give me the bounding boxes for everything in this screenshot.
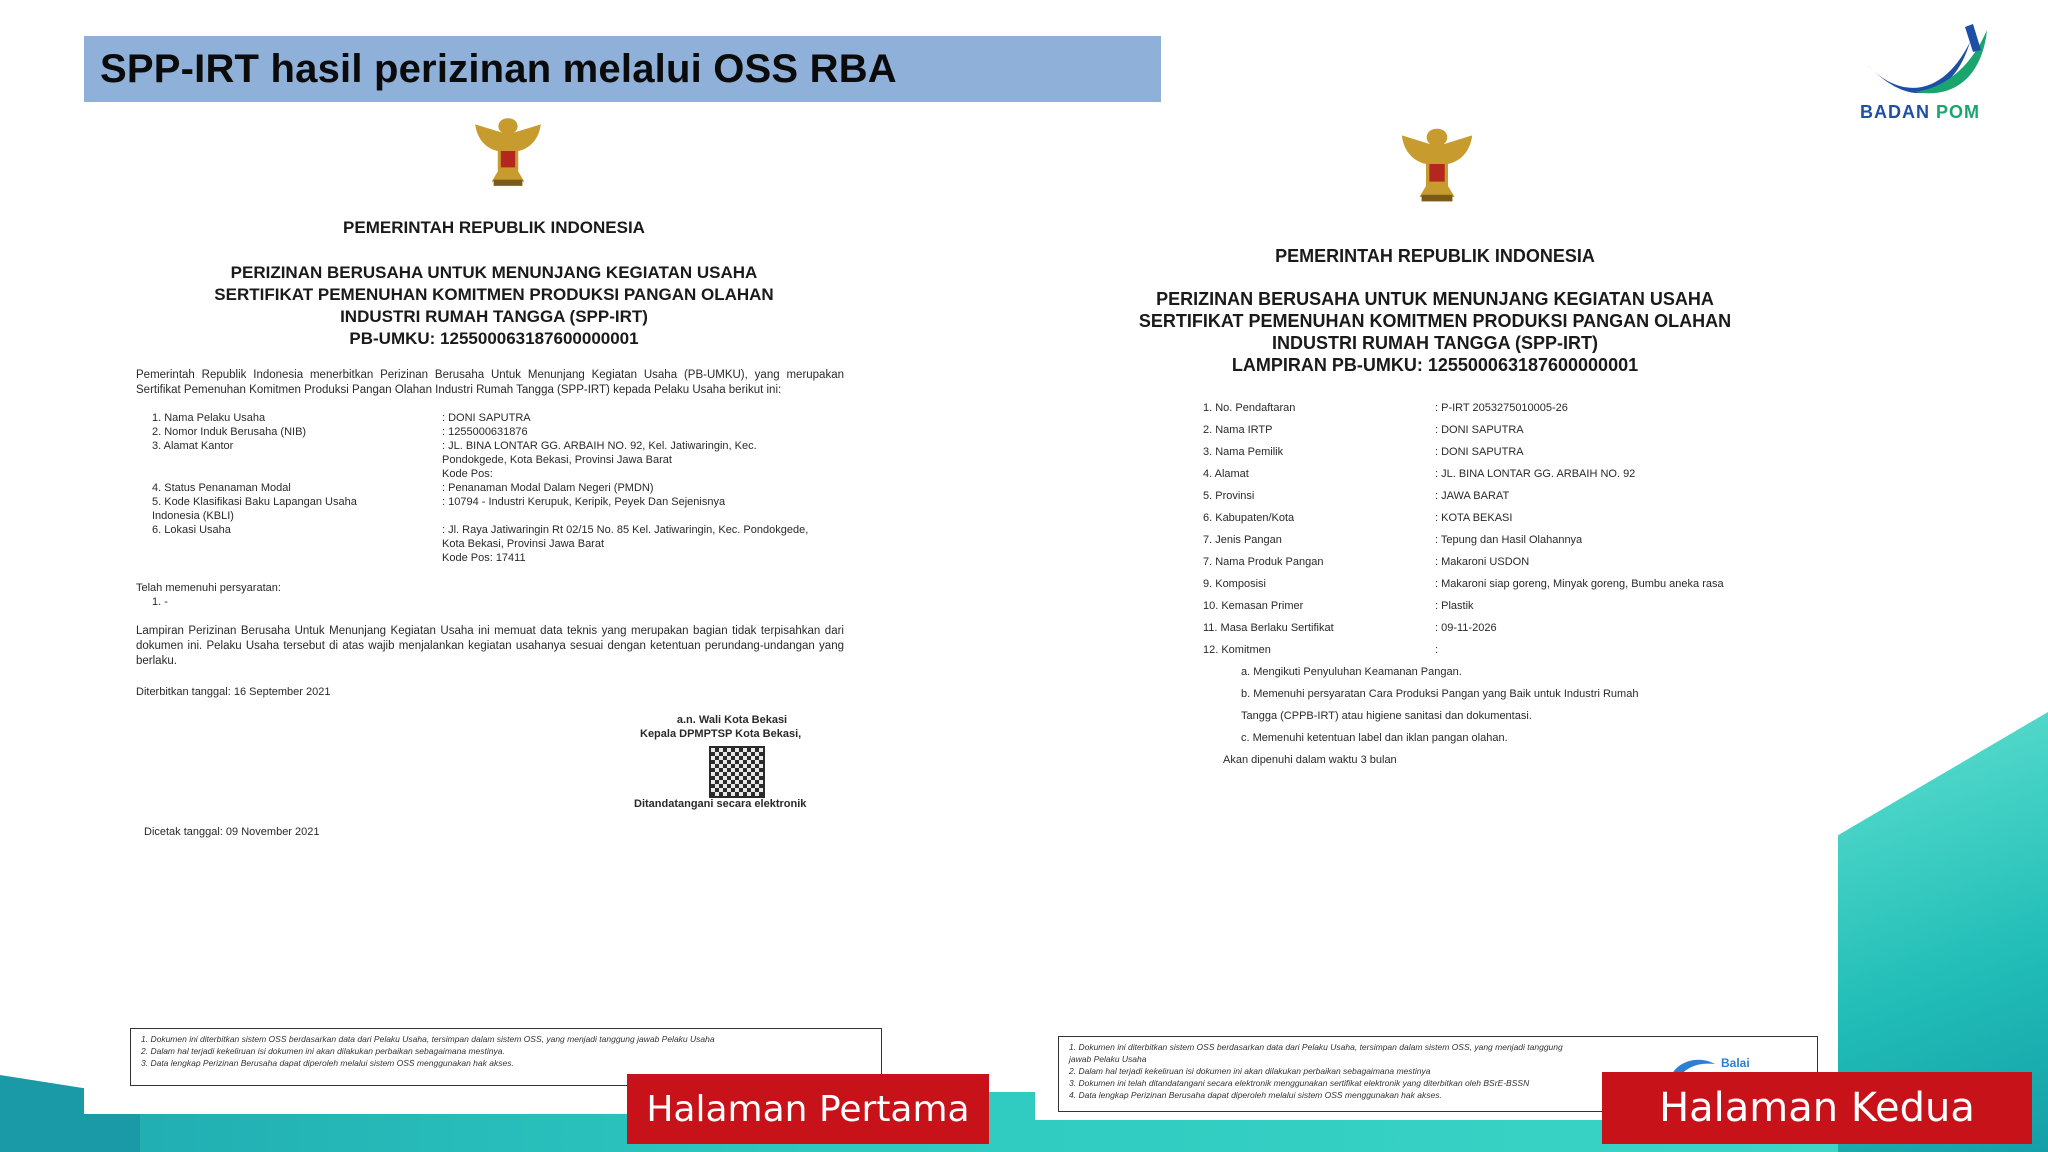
oss-notice-box: 1. Dokumen ini diterbitkan sistem OSS berdasarkan data dari Pelaku Usaha, tersimpan dalam sistem OSS, yang menjadi tanggung jawab Pelaku Usaha 2. Dalam hal terjadi kekeliruan isi dokumen ini akan dilakukan perbaikan sebagaimana mestinya. 3. Data lengkap Perizinan Berusaha dapat diperoleh melalui sistem OSS menggunakan hak akses. xyxy=(130,1028,882,1086)
oss-notice-box: 1. Dokumen ini diterbitkan sistem OSS berdasarkan data dari Pelaku Usaha, tersimpan dalam sistem OSS, yang menjadi tanggung jawab Pelaku Usaha 2. Dalam hal terjadi kekeliruan isi dokumen ini akan dilakukan perbaikan sebagaimana mestinya 3. Dokumen ini telah ditandatangani secara elektronik menggunakan sertifikat elektronik yang diterbitkan oleh BSrE-BSSN 4. Data lengkap Perizinan Berusaha dapat diperoleh melalui sistem OSS menggunakan hak akses. xyxy=(1058,1036,1818,1112)
field-value: : JL. BINA LONTAR GG. ARBAIH NO. 92, Kel. Jatiwaringin, Kec. xyxy=(442,440,757,452)
field-value: : Tepung dan Hasil Olahannya xyxy=(1435,534,1583,546)
field-value: : Jl. Raya Jatiwaringin Rt 02/15 No. 85 Kel. Jatiwaringin, Kec. Pondokgede, xyxy=(442,524,809,536)
field-label: 1. No. Pendaftaran xyxy=(1203,402,1296,414)
field-label: 9. Komposisi xyxy=(1203,578,1266,590)
field-value: : 09-11-2026 xyxy=(1435,622,1497,634)
field-label: 11. Masa Berlaku Sertifikat xyxy=(1203,622,1334,634)
field-label: 7. Jenis Pangan xyxy=(1203,534,1282,546)
field-value: Pondokgede, Kota Bekasi, Provinsi Jawa Barat xyxy=(442,454,672,466)
field-value: : 10794 - Industri Kerupuk, Keripik, Peyek Dan Sejenisnya xyxy=(442,496,726,508)
field-value: : DONI SAPUTRA xyxy=(1435,446,1524,458)
label-first-page: Halaman Pertama xyxy=(627,1074,989,1144)
field-value: : Plastik xyxy=(1435,600,1474,612)
field-label: 4. Alamat xyxy=(1203,468,1249,480)
slide-title: SPP-IRT hasil perizinan melalui OSS RBA xyxy=(100,46,897,91)
document-page-second xyxy=(1035,110,1835,1120)
field-label: 2. Nama IRTP xyxy=(1203,424,1273,436)
garuda-emblem-icon xyxy=(1391,120,1483,208)
signature-note: Ditandatangani secara elektronik xyxy=(634,798,807,810)
field-value: : Penanaman Modal Dalam Negeri (PMDN) xyxy=(442,482,654,494)
bsre-logo-text: Balai xyxy=(1721,1056,1750,1070)
commitment-deadline: Akan dipenuhi dalam waktu 3 bulan xyxy=(1223,754,1397,766)
commitment-item: Tangga (CPPB-IRT) atau higiene sanitasi dan dokumentasi. xyxy=(1241,710,1532,722)
signer-office: Kepala DPMPTSP Kota Bekasi, xyxy=(640,728,802,740)
requirements-item: 1. - xyxy=(152,596,168,608)
document-page-first xyxy=(84,104,904,1114)
requirements-heading: Telah memenuhi persyaratan: xyxy=(136,582,281,594)
field-value: : JAWA BARAT xyxy=(1435,490,1510,502)
garuda-emblem-icon xyxy=(467,110,549,192)
field-value: : Makaroni USDON xyxy=(1435,556,1530,568)
closing-paragraph: Lampiran Perizinan Berusaha Untuk Menunjang Kegiatan Usaha ini memuat data teknis yang merupakan bagian tidak terpisahkan dari dokumen ini. Pelaku Usaha tersebut di atas wajib menjalankan kegiatan usahanya sesuai dengan ketentuan perundang-undangan yang berlaku. xyxy=(136,625,844,667)
field-label: 12. Komitmen xyxy=(1203,644,1271,656)
field-value: : DONI SAPUTRA xyxy=(1435,424,1524,436)
field-label: 6. Lokasi Usaha xyxy=(152,524,231,536)
field-label: 1. Nama Pelaku Usaha xyxy=(152,412,266,424)
commitment-item: a. Mengikuti Penyuluhan Keamanan Pangan. xyxy=(1241,666,1462,678)
intro-paragraph: Pemerintah Republik Indonesia menerbitkan Perizinan Berusaha Untuk Menunjang Kegiatan Usaha (PB-UMKU), yang merupakan Sertifikat Pemenuhan Komitmen Produksi Pangan Olahan Industri Rumah Tangga (SPP-IRT) kepada Pelaku Usaha berikut ini: xyxy=(136,369,844,396)
field-value: : 1255000631876 xyxy=(442,426,528,438)
field-value: : P-IRT 2053275010005-26 xyxy=(1435,402,1568,414)
field-label: 3. Alamat Kantor xyxy=(152,440,234,452)
field-value: : JL. BINA LONTAR GG. ARBAIH NO. 92 xyxy=(1435,468,1636,480)
field-label: 5. Kode Klasifikasi Baku Lapangan Usaha xyxy=(152,496,357,508)
field-value: : KOTA BEKASI xyxy=(1435,512,1513,524)
field-label: 7. Nama Produk Pangan xyxy=(1203,556,1324,568)
field-label: 4. Status Penanaman Modal xyxy=(152,482,291,494)
field-value: : Makaroni siap goreng, Minyak goreng, Bumbu aneka rasa xyxy=(1435,578,1724,590)
field-value: Kode Pos: 17411 xyxy=(442,552,526,564)
field-label: 3. Nama Pemilik xyxy=(1203,446,1284,458)
signer-title: a.n. Wali Kota Bekasi xyxy=(676,714,788,726)
badan-pom-logo-text: BADAN POM xyxy=(1860,102,1981,122)
field-value: Kota Bekasi, Provinsi Jawa Barat xyxy=(442,538,605,550)
commitment-item: c. Memenuhi ketentuan label dan iklan pangan olahan. xyxy=(1241,732,1508,744)
field-label: 2. Nomor Induk Berusaha (NIB) xyxy=(152,426,307,438)
field-label: Indonesia (KBLI) xyxy=(152,510,234,522)
commitment-item: b. Memenuhi persyaratan Cara Produksi Pangan yang Baik untuk Industri Rumah xyxy=(1241,688,1639,700)
field-value: : DONI SAPUTRA xyxy=(442,412,531,424)
qr-code-icon xyxy=(709,746,765,798)
label-second-page: Halaman Kedua xyxy=(1602,1072,2032,1144)
field-label: 5. Provinsi xyxy=(1203,490,1255,502)
printed-date: Dicetak tanggal: 09 November 2021 xyxy=(144,826,320,838)
certificate-heading: PERIZINAN BERUSAHA UNTUK MENUNJANG KEGIATAN USAHA SERTIFIKAT PEMENUHAN KOMITMEN PRODUKSI PANGAN OLAHAN INDUSTRI RUMAH TANGGA (SPP-IRT) PB-UMKU: 125500063187600000001 xyxy=(214,263,774,348)
field-value: : xyxy=(1435,644,1439,656)
gov-heading: PEMERINTAH REPUBLIK INDONESIA xyxy=(1275,246,1595,266)
certificate-heading: PERIZINAN BERUSAHA UNTUK MENUNJANG KEGIATAN USAHA SERTIFIKAT PEMENUHAN KOMITMEN PRODUKSI PANGAN OLAHAN INDUSTRI RUMAH TANGGA (SPP-IRT) LAMPIRAN PB-UMKU: 125500063187600000001 xyxy=(1138,289,1732,375)
field-value: Kode Pos: xyxy=(442,468,493,480)
slide-title-bar xyxy=(84,36,1161,102)
gov-heading: PEMERINTAH REPUBLIK INDONESIA xyxy=(343,218,645,237)
field-label: 10. Kemasan Primer xyxy=(1203,600,1304,612)
field-label: 6. Kabupaten/Kota xyxy=(1203,512,1295,524)
issued-date: Diterbitkan tanggal: 16 September 2021 xyxy=(136,686,331,698)
